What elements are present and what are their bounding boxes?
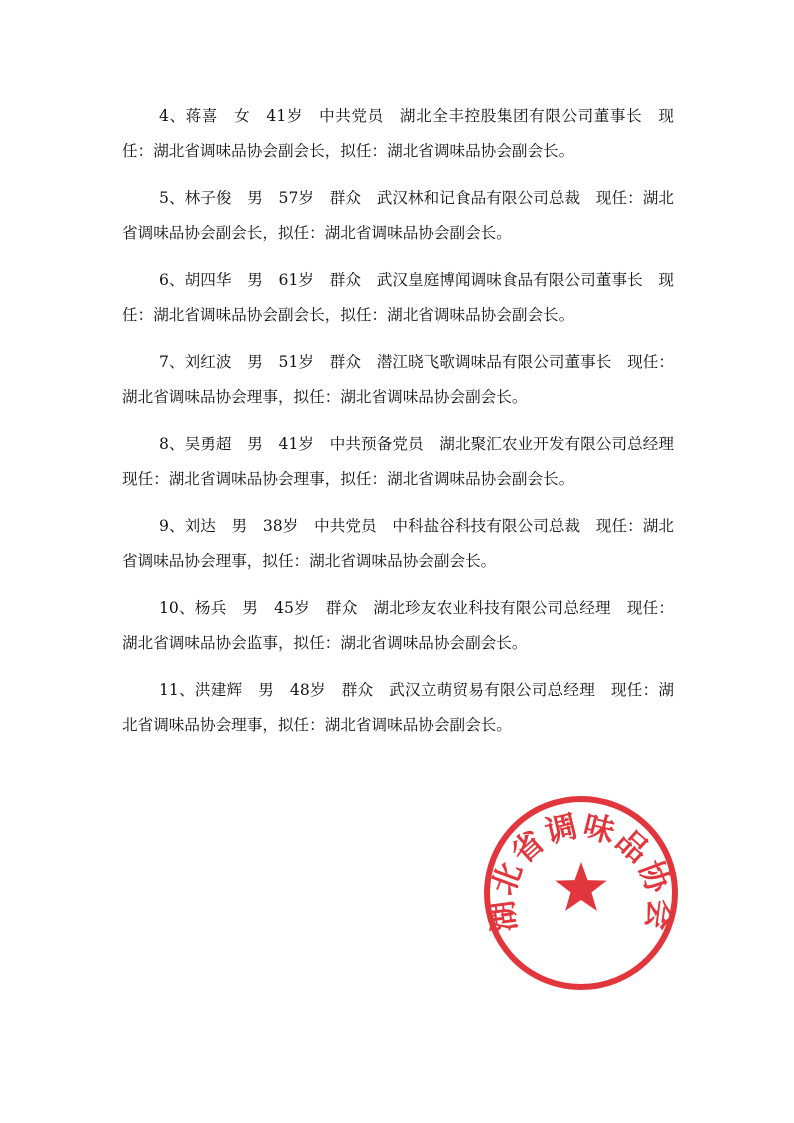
star-icon (555, 862, 606, 911)
candidate-entry-11: 11、洪建辉 男 48岁 群众 武汉立萌贸易有限公司总经理 现任：湖北省调味品协会理事，拟任：湖北省调味品协会副会长。 (122, 681, 674, 734)
candidate-entry-7: 7、刘红波 男 51岁 群众 潜江晓飞歌调味品有限公司董事长 现任：湖北省调味品协会理事，拟任：湖北省调味品协会副会长。 (122, 353, 674, 406)
candidate-entry-5: 5、林子俊 男 57岁 群众 武汉林和记食品有限公司总裁 现任：湖北省调味品协会副会长，拟任：湖北省调味品协会副会长。 (122, 189, 674, 242)
official-seal (481, 793, 681, 993)
candidate-entry-4: 4、蒋喜 女 41岁 中共党员 湖北全丰控股集团有限公司董事长 现任：湖北省调味品协会副会长，拟任：湖北省调味品协会副会长。 (122, 107, 674, 160)
candidate-entry-8: 8、吴勇超 男 41岁 中共预备党员 湖北聚汇农业开发有限公司总经理 现任：湖北省调味品协会理事，拟任：湖北省调味品协会副会长。 (122, 435, 690, 488)
candidate-entry-6: 6、胡四华 男 61岁 群众 武汉皇庭博闻调味食品有限公司董事长 现任：湖北省调味品协会副会长，拟任：湖北省调味品协会副会长。 (122, 271, 674, 324)
candidate-entry-9: 9、刘达 男 38岁 中共党员 中科盐谷科技有限公司总裁 现任：湖北省调味品协会理事，拟任：湖北省调味品协会副会长。 (122, 517, 674, 570)
candidate-entry-10: 10、杨兵 男 45岁 群众 湖北珍友农业科技有限公司总经理 现任：湖北省调味品协会监事，拟任：湖北省调味品协会副会长。 (122, 599, 674, 652)
candidate-list (122, 99, 690, 743)
seal-text: 湖北省调味品协会 (483, 807, 679, 935)
